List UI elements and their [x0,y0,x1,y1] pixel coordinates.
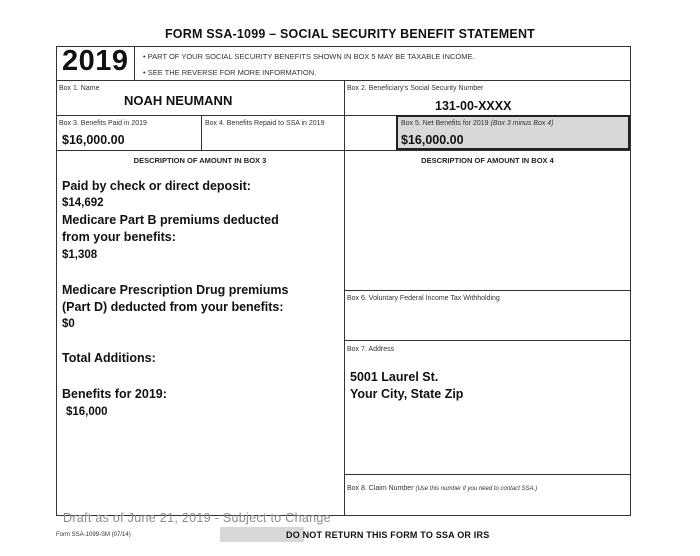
address-line1: 5001 Laurel St. [350,370,439,384]
box8-label-note: (Use this number if you need to contact SSA.) [415,486,538,492]
ssn-value: 131-00-XXXX [435,99,512,113]
taxable-note: • PART OF YOUR SOCIAL SECURITY BENEFITS SHOWN IN BOX 5 MAY BE TAXABLE INCOME. [143,52,475,61]
benefits-paid-value: $16,000.00 [62,133,125,147]
divider [344,340,631,341]
box2-label: Box 2. Beneficiary's Social Security Number [347,85,484,92]
draft-watermark: Draft as of June 21, 2019 - Subject to Change [63,511,331,525]
desc-line: from your benefits: [62,230,176,244]
box8-label-main: Box 8. Claim Number [347,485,416,492]
box7-label: Box 7. Address [347,346,395,353]
box5-label [401,120,554,128]
box3-label: Box 3. Benefits Paid in 2019 [59,120,147,127]
benefits-label: Benefits for 2019: [62,387,167,401]
desc-box4-heading: DESCRIPTION OF AMOUNT IN BOX 4 [421,156,554,165]
box6-label: Box 6. Voluntary Federal Income Tax Withholding [347,295,500,302]
desc-line: (Part D) deducted from your benefits: [62,300,284,314]
address-line2: Your City, State Zip [350,387,464,401]
form-title: FORM SSA-1099 – SOCIAL SECURITY BENEFIT STATEMENT [164,27,536,41]
box1-label: Box 1. Name [59,85,100,92]
divider [344,80,345,516]
box5-label-main: Box 5. Net Benefits for 2019 [401,120,491,127]
divider [134,46,135,80]
divider [344,474,631,475]
divider [344,290,631,291]
benefits-amount: $16,000 [66,406,108,418]
total-additions-label: Total Additions: [62,351,156,365]
beneficiary-name: NOAH NEUMANN [124,93,233,108]
desc-line: Medicare Part B premiums deducted [62,213,279,227]
box8-label [347,485,537,493]
desc-amount: $14,692 [62,197,104,209]
box4-label: Box 4. Benefits Repaid to SSA in 2019 [205,120,325,127]
desc-amount: $0 [62,318,75,330]
desc-amount: $1,308 [62,249,98,261]
net-benefits-value: $16,000.00 [401,133,464,147]
tax-year: 2019 [62,45,129,77]
desc-box3-heading: DESCRIPTION OF AMOUNT IN BOX 3 [133,156,267,165]
box5-label-note: (Box 3 minus Box 4) [490,120,554,127]
form-id: Form SSA-1099-SM (07/14) [56,532,131,538]
desc-line: Paid by check or direct deposit: [62,179,251,193]
desc-line: Medicare Prescription Drug premiums [62,283,289,297]
return-warning: DO NOT RETURN THIS FORM TO SSA OR IRS [286,530,490,540]
reverse-note: • SEE THE REVERSE FOR MORE INFORMATION. [143,68,317,77]
divider [201,115,202,150]
